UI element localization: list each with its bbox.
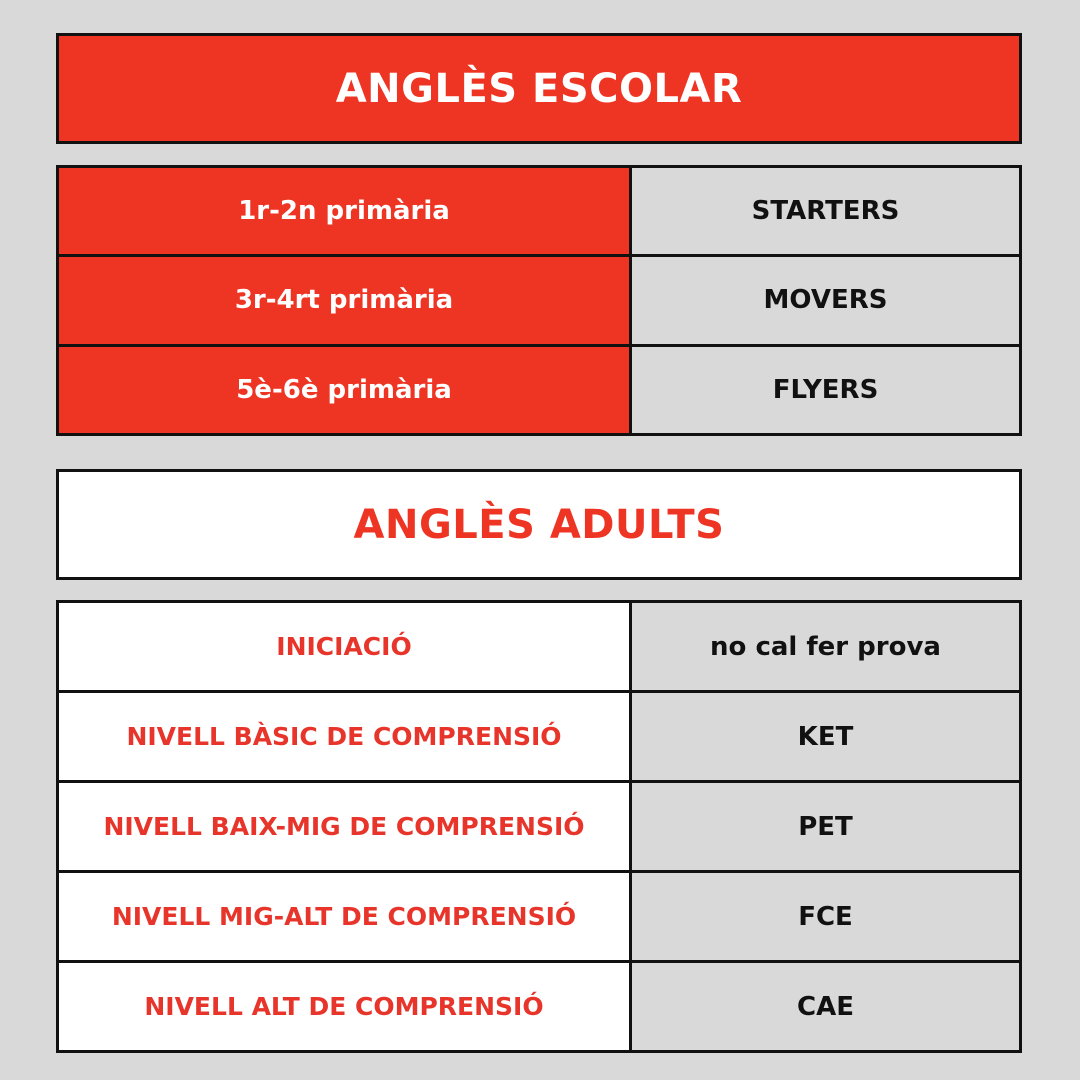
adult-level-cell: NIVELL ALT DE COMPRENSIÓ xyxy=(59,963,629,1050)
school-level-cell: 3r-4rt primària xyxy=(59,257,629,343)
school-exam-cell: FLYERS xyxy=(632,347,1019,433)
adult-level-cell: NIVELL BÀSIC DE COMPRENSIÓ xyxy=(59,693,629,780)
adult-exam-cell: PET xyxy=(632,783,1019,870)
adult-exam-cell: FCE xyxy=(632,873,1019,960)
adult-levels-table xyxy=(56,600,1022,1053)
school-level-cell: 5è-6è primària xyxy=(59,347,629,433)
school-english-title: ANGLÈS ESCOLAR xyxy=(56,33,1022,144)
adult-exam-cell: CAE xyxy=(632,963,1019,1050)
school-exam-cell: MOVERS xyxy=(632,257,1019,343)
adult-level-cell: NIVELL BAIX-MIG DE COMPRENSIÓ xyxy=(59,783,629,870)
school-exam-cell: STARTERS xyxy=(632,168,1019,254)
adult-level-cell: INICIACIÓ xyxy=(59,603,629,690)
adult-exam-cell: KET xyxy=(632,693,1019,780)
adult-exam-cell: no cal fer prova xyxy=(632,603,1019,690)
school-levels-table xyxy=(56,165,1022,436)
adult-level-cell: NIVELL MIG-ALT DE COMPRENSIÓ xyxy=(59,873,629,960)
adult-english-title: ANGLÈS ADULTS xyxy=(56,469,1022,580)
school-level-cell: 1r-2n primària xyxy=(59,168,629,254)
